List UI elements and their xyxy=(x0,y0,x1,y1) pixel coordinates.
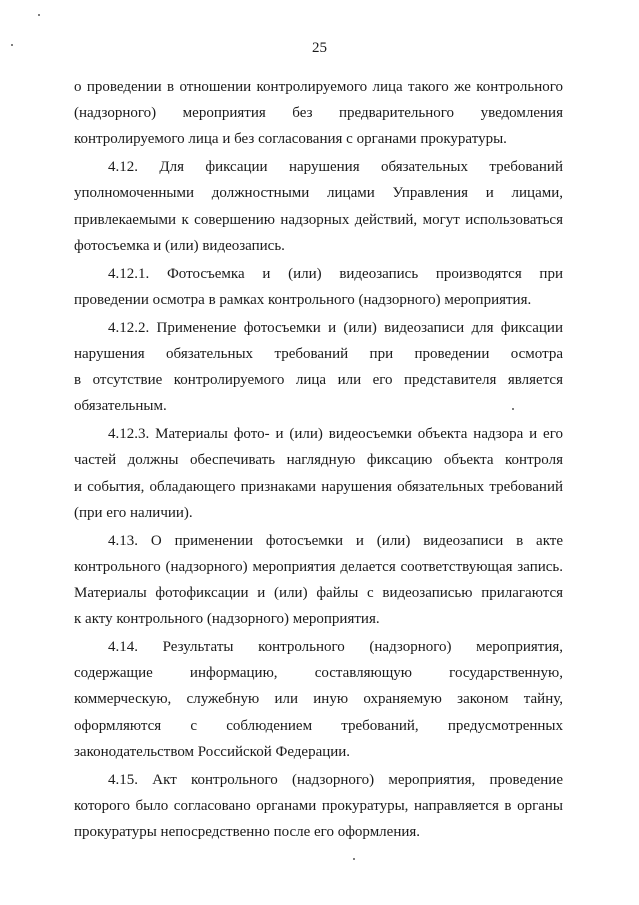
text-line: (надзорного) мероприятия без предварительного уведомления xyxy=(74,105,563,122)
paragraph-4-15 xyxy=(74,767,563,846)
text-line: в отсутствие контролируемого лица или его представителя является xyxy=(74,372,563,389)
scan-speck xyxy=(38,14,40,16)
text-line: 4.12.2. Применение фотосъемки и (или) видеозаписи для фиксации xyxy=(108,319,563,336)
scan-speck xyxy=(11,44,13,46)
text-line: содержащие информацию, составляющую государственную, xyxy=(74,665,563,682)
text-line: 4.14. Результаты контрольного (надзорного) мероприятия, xyxy=(108,639,563,656)
text-line: 4.12. Для фиксации нарушения обязательных требований xyxy=(108,159,563,176)
text-line: к акту контрольного (надзорного) мероприятия. xyxy=(74,611,380,628)
text-line: фотосъемка и (или) видеозапись. xyxy=(74,237,285,254)
paragraph-continuation xyxy=(74,74,563,153)
scan-speck xyxy=(512,408,514,410)
text-line: частей должны обеспечивать наглядную фиксацию объекта контроля xyxy=(74,452,563,469)
text-line: контрольного (надзорного) мероприятия делается соответствующая запись. xyxy=(74,558,563,575)
text-line: 4.12.1. Фотосъемка и (или) видеозапись производятся при xyxy=(108,265,563,282)
text-line: о проведении в отношении контролируемого лица такого же контрольного xyxy=(74,79,563,95)
paragraph-4-12-2 xyxy=(74,315,563,420)
paragraph-4-14 xyxy=(74,634,563,765)
paragraph-4-12 xyxy=(74,154,563,259)
text-line: которого было согласовано органами прокуратуры, направляется в органы xyxy=(74,797,563,814)
text-line: коммерческую, служебную или иную охраняемую законом тайну, xyxy=(74,691,563,708)
text-line: контролируемого лица и без согласования с органами прокуратуры. xyxy=(74,131,507,148)
paragraph-4-13 xyxy=(74,528,563,633)
text-line: оформляются с соблюдением требований, предусмотренных xyxy=(74,717,563,734)
page-number: 25 xyxy=(312,40,327,56)
text-line: уполномоченными должностными лицами Управления и лицами, xyxy=(74,185,563,202)
text-line: 4.13. О применении фотосъемки и (или) видеозаписи в акте xyxy=(108,532,563,549)
paragraph-4-12-3 xyxy=(74,421,563,526)
text-line: 4.12.3. Материалы фото- и (или) видеосъемки объекта надзора и его xyxy=(108,426,563,443)
text-line: 4.15. Акт контрольного (надзорного) мероприятия, проведение xyxy=(108,771,563,788)
text-line: обязательным. xyxy=(74,398,167,415)
text-line: нарушения обязательных требований при проведении осмотра xyxy=(74,345,563,362)
text-line: прокуратуры непосредственно после его оформления. xyxy=(74,824,421,841)
text-line: привлекаемыми к совершению надзорных действий, могут использоваться xyxy=(74,211,563,228)
text-line: (при его наличии). xyxy=(74,504,193,521)
text-line: проведении осмотра в рамках контрольного (надзорного) мероприятия. xyxy=(74,291,532,308)
paragraph-4-12-1 xyxy=(74,261,563,313)
text-line: и события, обладающего признаками нарушения обязательных требований xyxy=(74,478,563,495)
document-body xyxy=(74,74,563,847)
scan-speck xyxy=(353,858,355,860)
text-line: законодательством Российской Федерации. xyxy=(74,743,351,760)
text-line: Материалы фотофиксации и (или) файлы с видеозаписью прилагаются xyxy=(74,585,563,601)
